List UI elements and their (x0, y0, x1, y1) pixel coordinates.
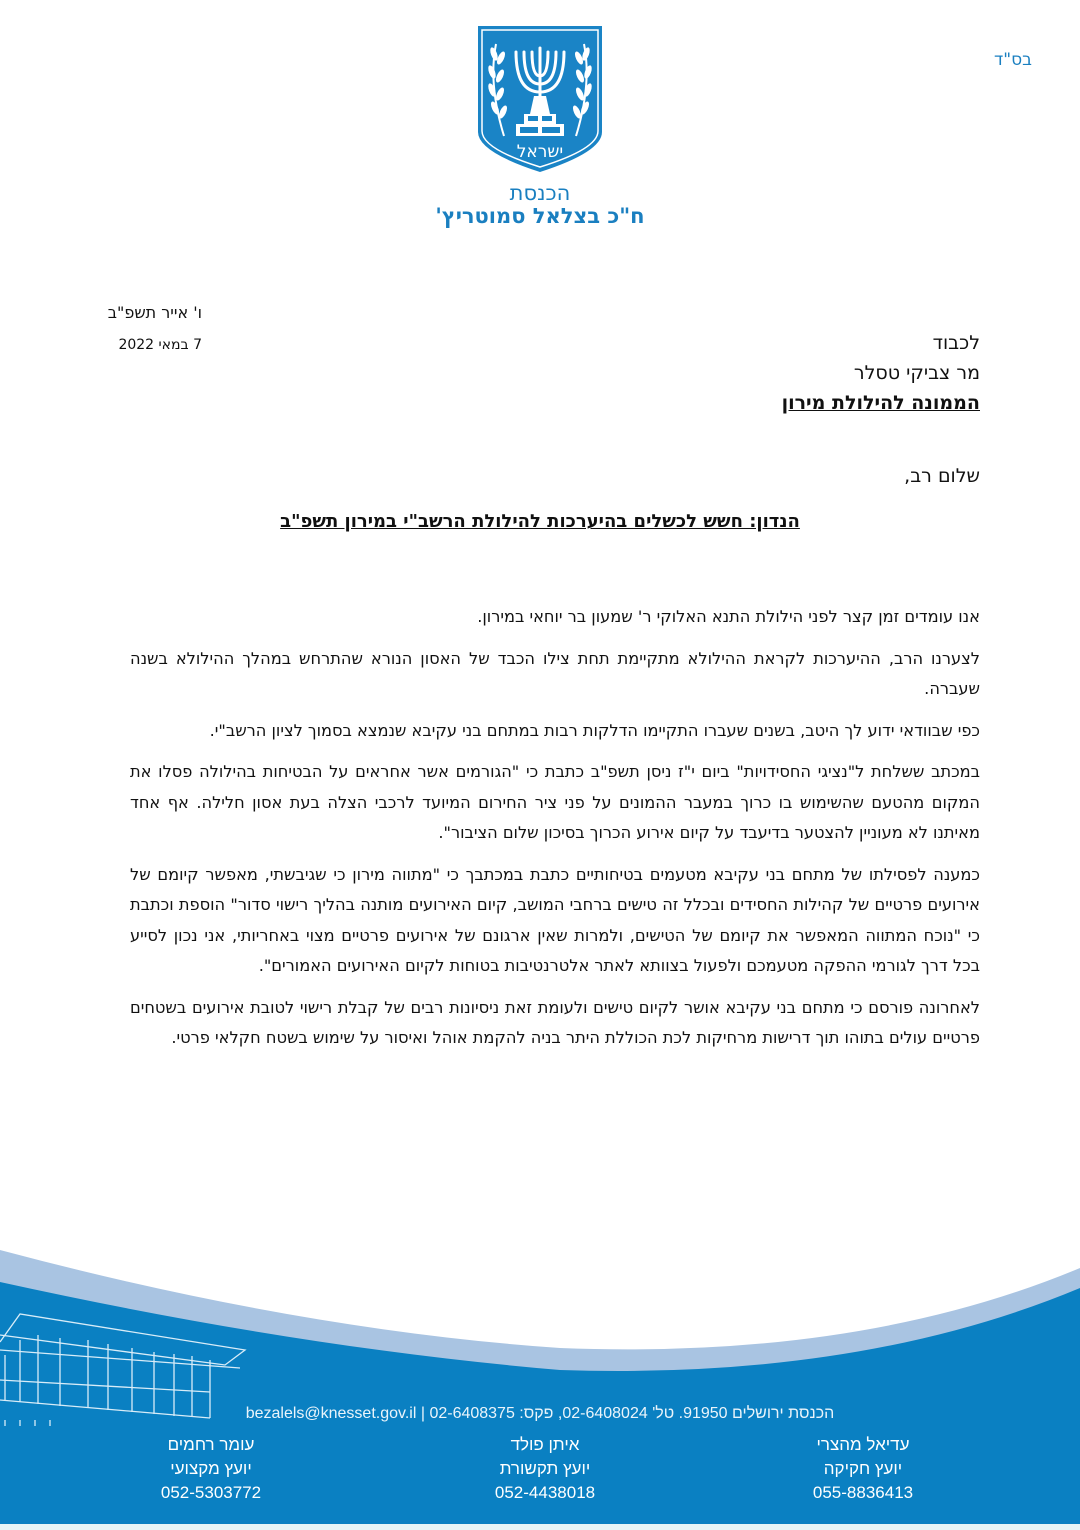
hebrew-date: ו' אייר תשפ"ב (107, 303, 202, 322)
contact-card (460, 1433, 630, 1505)
letter-body (130, 602, 980, 1065)
contact-phone: 052-4438018 (494, 1483, 596, 1502)
mk-name: ח"כ בצלאל סמוטריץ' (435, 204, 645, 228)
knesset-label: הכנסת (509, 181, 571, 205)
contact-phone: 052-5303772 (160, 1483, 262, 1502)
contact-card (778, 1433, 948, 1505)
body-paragraph: כמענה לפסילתו של מתחם בני עקיבא מטעמים בטיחותיים כתבת במכתבך כי "מתווה מירון כי שגיבשתי, מאפשר קיומם של אירועים פרטיים של קהילות החסידים ובכלל זה טישים ברחבי המושב, קיום האירועים מותנה בהליך רישוי סדור" הוספת וכתבת כי "נוכח המתווה המאפשר את קיומם של הטישים, ולמרות שאין ארגונם של אירועים פרטיים מצוי באחריותי, אני נכון לסייע בכל דרך לגורמי ההפקה מטעמכם ולפעול בצוותא לאתר אלטרנטיבות בטוחות לקיום האירועים האמורים". (130, 864, 980, 975)
body-paragraph: כפי שבוודאי ידוע לך היטב, בשנים שעברו התקיימו הדלקות רבות במתחם בני עקיבא שנמצא בסמוך לציון הרשב"י. (209, 720, 980, 740)
addressee-name: מר צביקי טסלר (853, 362, 980, 384)
contact-role: יועץ מקצועי (170, 1459, 252, 1478)
body-paragraph: אנו עומדים זמן קצר לפני הילולת התנא האלוקי ר' שמעון בר יוחאי במירון. (477, 607, 980, 626)
contact-name: איתן פולד (510, 1435, 580, 1454)
contact-role: יועץ תקשורת (499, 1459, 591, 1478)
body-paragraph: לצערנו הרב, ההיערכות לקראת ההילולא מתקיימת תחת צילו הכבד של האסון הנורא שהתרחש במהלך ההילולא בשנה שעברה. (130, 648, 980, 698)
contact-name: עדיאל מהצרי (816, 1435, 910, 1454)
knesset-emblem-icon (474, 24, 606, 174)
contact-name: עומר רחמים (167, 1435, 255, 1454)
addressee-block (580, 328, 980, 418)
greeting: שלום רב, (904, 465, 980, 487)
date-block (62, 302, 202, 356)
bsd-mark: בס"ד (994, 50, 1032, 70)
addressee-honorific: לכבוד (932, 332, 980, 354)
contact-role: יועץ חקיקה (823, 1459, 903, 1478)
svg-text:ישראל: ישראל (516, 142, 564, 162)
contact-card (126, 1433, 296, 1505)
page-bottom-edge (0, 1524, 1080, 1530)
contact-phone: 055-8836413 (812, 1483, 914, 1502)
subject-line: הנדון: חשש לכשלים בהיערכות להילולת הרשב"י במירון תשפ"ב (280, 511, 800, 532)
footer-contact-line: הכנסת ירושלים 91950. טל' 02-6408024, פקס: 02-6408375 | bezalels@knesset.gov.il (245, 1405, 835, 1422)
body-paragraph: לאחרונה פורסם כי מתחם בני עקיבא אושר לקיום טישים ולעומת זאת ניסיונות רבים של קבלת רישוי לטובת אירועים בשטחים פרטיים עולים בתוהו תוך דרישות מרחיקות לכת הכוללת היתר בניה להקמת אוהל ואיסור על שימוש בשטח חקלאי פרטי. (130, 997, 980, 1047)
body-paragraph: במכתב ששלחת ל"נציגי החסידויות" ביום י"ז ניסן תשפ"ב כתבת כי "הגורמים אשר אחראים על הבטיחות בהילולה פסלו את המקום מהטעם שהשימוש בו כרוך במעבר ההמונים על פני ציר החירום המיועד לרכבי הצלה בעת אסון חלילה. אף אחד מאיתנו לא מעוניין להצטער בדיעבד על קיום אירוע הכרוך בסיכון שלום הציבור". (130, 762, 980, 842)
gregorian-date: 7 במאי 2022 (118, 337, 202, 353)
addressee-title: הממונה להילולת מירון (781, 392, 980, 414)
